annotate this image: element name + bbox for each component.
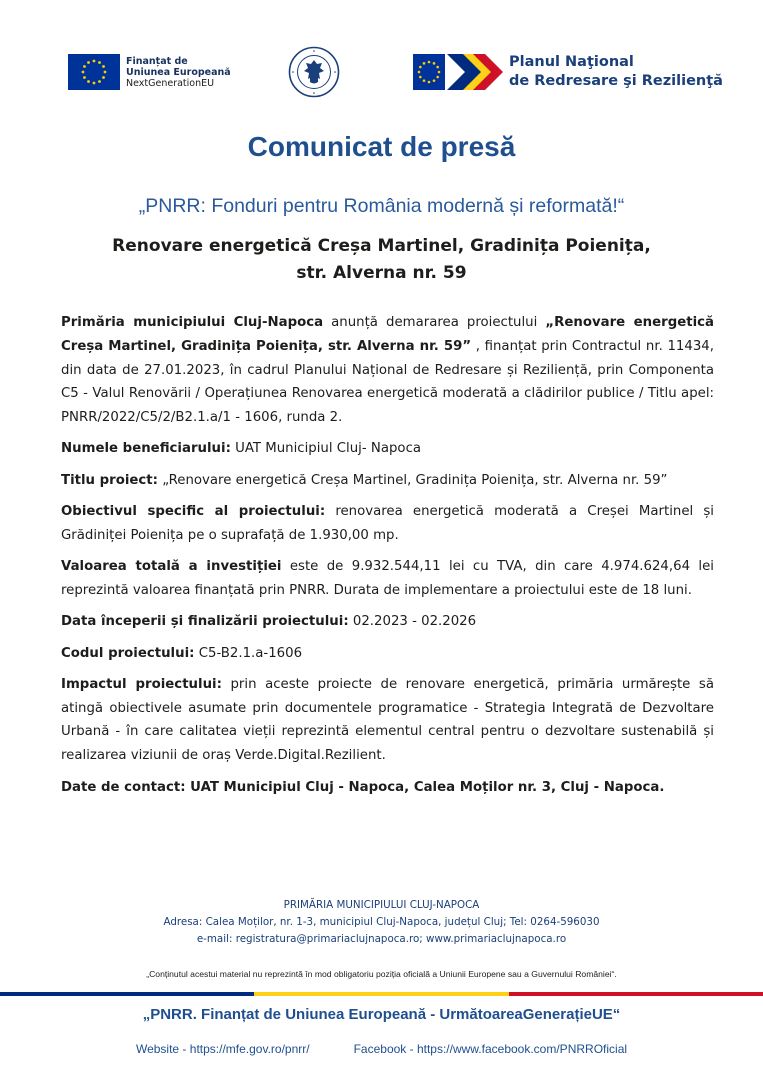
- eu-star-icon: [93, 60, 96, 63]
- objective-value: renovarea energetică moderată a Creșei Martinel și Grădiniței Poienița pe o suprafață de 1.930,00 mp.: [61, 504, 714, 543]
- eu-star-icon: [93, 82, 96, 85]
- press-release-body: [61, 311, 714, 807]
- eu-star-icon: [83, 76, 86, 79]
- page-title: Comunicat de presă: [247, 131, 516, 162]
- eu-star-icon: [419, 66, 422, 69]
- eu-star-icon: [102, 76, 105, 79]
- pnrr-logo: [413, 48, 723, 96]
- eu-star-icon: [83, 65, 86, 68]
- project-title-line1: Renovare energetică Creșa Martinel, Gradinița Poienița,: [112, 236, 651, 256]
- beneficiary-value: UAT Municipiul Cluj- Napoca: [230, 441, 422, 457]
- eu-logo-line1: Finanțat de: [126, 55, 188, 67]
- intro-text-2: , finanțat prin Contractul nr. 11434, din data de 27.01.2023, în cadrul Planului Național de Redresare și Reziliență, prin Componenta C5 - Valul Renovării / Operațiunea Renovarea energetică moderată a clădirilor publice / Titlu apel: PNRR/2022/C5/2/B2.1.a/1 - 1606, runda 2.: [61, 338, 714, 426]
- footer-slogan: „PNRR. Finanțat de Uniunea Europeană - UrmătoareaGenerațieUE“: [142, 1006, 621, 1023]
- tricolor-yellow: [254, 992, 508, 996]
- eu-star-icon: [438, 71, 441, 74]
- eu-star-icon: [436, 66, 439, 69]
- intro-project-name: „Renovare energetică Creșa Martinel, Gradinița Poienița, str. Alverna nr. 59”: [61, 315, 715, 354]
- eu-star-icon: [428, 61, 431, 64]
- eu-star-icon: [98, 80, 101, 83]
- footer-email: e-mail: registratura@primariaclujnapoca.ro; www.primariaclujnapoca.ro: [196, 933, 567, 945]
- eu-star-icon: [104, 71, 107, 74]
- eu-star-icon: [102, 65, 105, 68]
- footer-organization: [0, 897, 763, 948]
- eu-star-icon: [428, 81, 431, 84]
- eu-star-icon: [423, 79, 426, 82]
- page-subtitle: „PNRR: Fonduri pentru România modernă și reformată!“: [138, 195, 625, 217]
- intro-org-name: Primăria municipiului Cluj-Napoca: [61, 315, 324, 330]
- eu-star-icon: [82, 71, 85, 74]
- eu-logo-line2: Uniunea Europeană: [126, 66, 231, 78]
- impact-paragraph: [61, 673, 714, 768]
- eu-star-icon: [419, 76, 422, 79]
- objective-label: Obiectivul specific al proiectului:: [61, 504, 326, 520]
- romanian-government-seal-icon: [288, 46, 340, 98]
- dates-label: Data începerii și finalizării proiectului:: [61, 614, 349, 630]
- pnrr-logo-text: [509, 53, 723, 91]
- eu-star-icon: [423, 62, 426, 65]
- eu-flag-icon: [68, 54, 120, 90]
- pnrr-logo-line1: Planul Naţional: [509, 54, 634, 70]
- footer-links: [0, 1042, 763, 1056]
- pnrr-logo-line2: de Redresare şi Rezilienţă: [509, 73, 723, 89]
- value-paragraph: [61, 555, 714, 603]
- contact-paragraph: Date de contact: UAT Municipiul Cluj - Napoca, Calea Moților nr. 3, Cluj - Napoca.: [61, 779, 665, 795]
- project-value: „Renovare energetică Creșa Martinel, Gradinița Poienița, str. Alverna nr. 59”: [157, 472, 668, 488]
- impact-label: Impactul proiectului:: [61, 676, 222, 692]
- project-title-line2: str. Alverna nr. 59: [296, 263, 467, 283]
- project-label: Titlu proiect:: [61, 472, 158, 488]
- eu-star-icon: [87, 80, 90, 83]
- pnrr-flag-arrow-icon: [413, 48, 505, 96]
- impact-value: prin aceste proiecte de renovare energetică, primăria urmărește să atingă obiectivele asumate prin documentele programatice - Strategia Integrată de Dezvoltare Urbană - în care calitatea vieții reprezintă elementul central pentru o dezvoltare sustenabilă și realizarea viziunii de oraș Verde.Digital.Rezilient.: [61, 676, 714, 764]
- eu-star-icon: [433, 62, 436, 65]
- code-label: Codul proiectului:: [61, 645, 195, 661]
- value-label: Valoarea totală a investiției: [61, 559, 282, 575]
- beneficiary-label: Numele beneficiarului:: [61, 441, 231, 457]
- code-value: C5-B2.1.a-1606: [194, 645, 303, 661]
- objective-paragraph: [61, 500, 714, 548]
- tricolor-blue: [0, 992, 254, 996]
- eu-logo-text: [126, 56, 231, 89]
- eu-logo-line3: NextGenerationEU: [126, 77, 215, 89]
- tricolor-divider: [0, 992, 763, 996]
- eu-star-icon: [98, 61, 101, 64]
- website-link[interactable]: Website - https://mfe.gov.ro/pnrr/: [135, 1042, 310, 1056]
- footer-org-name: PRIMĂRIA MUNICIPIULUI CLUJ-NAPOCA: [283, 899, 480, 911]
- beneficiary-paragraph: [61, 437, 714, 461]
- disclaimer: „Conținutul acestui material nu reprezintă în mod obligatoriu poziția oficială a Uniunii Europene sau a Guvernului României“.: [146, 969, 617, 979]
- dates-paragraph: [61, 610, 714, 634]
- code-paragraph: [61, 642, 714, 666]
- value-value: este de 9.932.544,11 lei cu TVA, din care 4.974.624,64 lei reprezintă valoarea finanțată prin PNRR. Durata de implementare a proiectului este de 18 luni.: [61, 559, 714, 598]
- eu-star-icon: [87, 61, 90, 64]
- tricolor-red: [509, 992, 763, 996]
- facebook-link[interactable]: Facebook - https://www.facebook.com/PNRROficial: [353, 1042, 628, 1056]
- project-title: [60, 233, 703, 287]
- intro-text-1: anunță demararea proiectului: [323, 315, 546, 330]
- eu-funding-logo: [68, 54, 231, 90]
- dates-value: 02.2023 - 02.2026: [348, 614, 477, 630]
- intro-paragraph: [61, 311, 714, 430]
- eu-star-icon: [418, 71, 421, 74]
- eu-star-icon: [433, 79, 436, 82]
- project-paragraph: [61, 469, 714, 493]
- eu-star-icon: [436, 76, 439, 79]
- footer-address: Adresa: Calea Moților, nr. 1-3, municipiul Cluj-Napoca, județul Cluj; Tel: 0264-596030: [163, 916, 600, 928]
